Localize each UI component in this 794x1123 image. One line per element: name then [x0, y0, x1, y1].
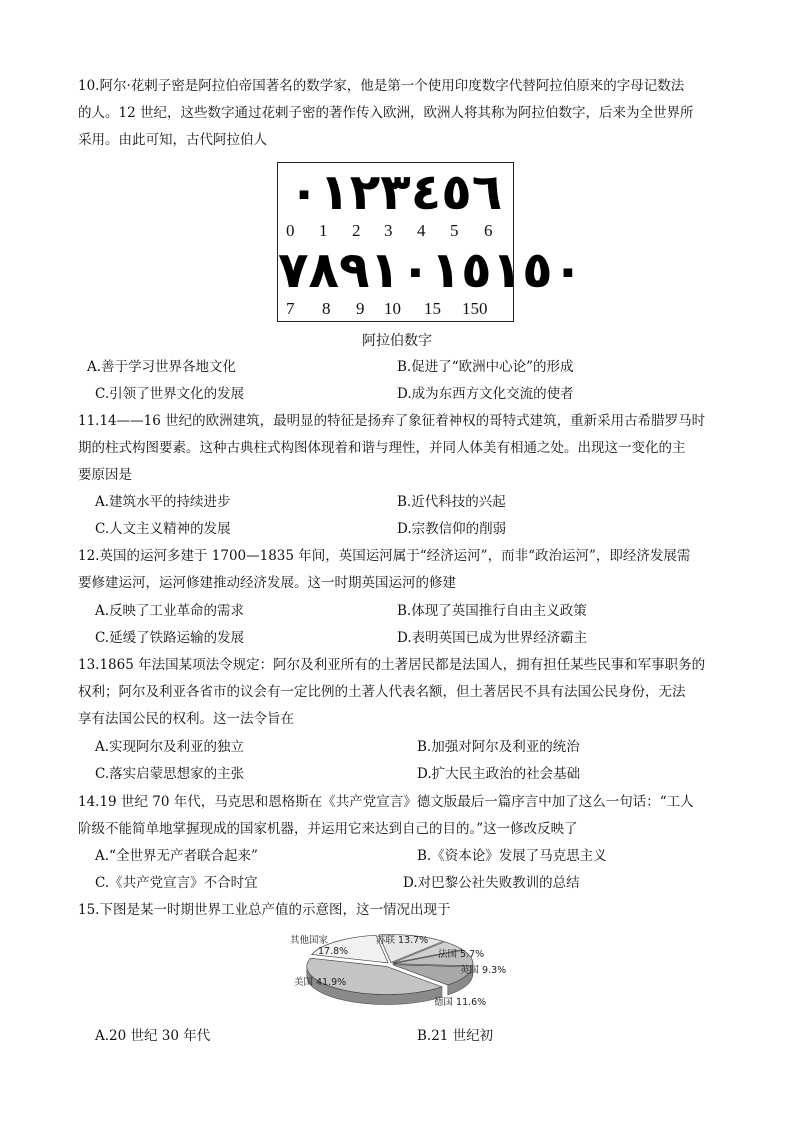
q10-option-d[interactable]: D.成为东西方文化交流的使者 [397, 386, 574, 402]
q10-option-b[interactable]: B.促进了“欧洲中心论”的形成 [397, 359, 574, 375]
q12-stem-line-2: 要修建运河，运河修建推动经济发展。这一时期英国运河的修建 [78, 575, 456, 591]
arabic-glyphs-row-1: ٠١٢٣٤٥٦ [288, 163, 503, 221]
arabic-numerals-figure [277, 162, 584, 322]
q15-option-b[interactable]: B.21 世纪初 [417, 1028, 494, 1044]
digit-label: 1 [319, 221, 328, 240]
digit-label: 0 [286, 221, 295, 240]
digit-label: 6 [484, 221, 493, 240]
q14-option-c[interactable]: C.《共产党宣言》不合时宜 [95, 875, 258, 891]
digit-label: 150 [462, 299, 488, 318]
q11-option-c[interactable]: C.人文主义精神的发展 [95, 521, 231, 537]
q15-option-a[interactable]: A.20 世纪 30 年代 [95, 1028, 211, 1044]
q14-stem-line-1: 14.19 世纪 70 年代，马克思和恩格斯在《共产党宣言》德文版最后一篇序言中加了这么一句话：“工人 [78, 794, 694, 810]
q12-option-b[interactable]: B.体现了英国推行自由主义政策 [397, 603, 587, 619]
q10-stem-line-3: 采用。由此可知，古代阿拉伯人 [78, 132, 267, 148]
pie-label-other-value: 17.8% [318, 946, 349, 957]
digit-label: 4 [417, 221, 426, 240]
q11-option-d[interactable]: D.宗教信仰的削弱 [397, 521, 507, 537]
q12-option-d[interactable]: D.表明英国已成为世界经济霸主 [397, 630, 588, 646]
q12-stem-line-1: 12.英国的运河多建于 1700—1835 年间，英国运河属于“经济运河”，而非“政治运河”，即经济发展需 [78, 548, 691, 564]
q10-option-a[interactable]: A.善于学习世界各地文化 [87, 359, 237, 375]
digit-label: 5 [450, 221, 459, 240]
q12-option-c[interactable]: C.延缓了铁路运输的发展 [95, 630, 245, 646]
q11-option-b[interactable]: B.近代科技的兴起 [397, 494, 506, 510]
pie-label-usa: 美国 41.9% [294, 977, 347, 988]
pie-label-germany: 德国 11.6% [434, 997, 487, 1008]
digit-label: 15 [424, 299, 441, 318]
digit-label: 9 [356, 299, 365, 318]
q13-option-b[interactable]: B.加强对阿尔及利亚的统治 [417, 739, 580, 755]
q13-option-d[interactable]: D.扩大民主政治的社会基础 [417, 766, 581, 782]
arabic-glyphs-row-2: ٧٨٩١٠١٥١٥٠ [278, 241, 584, 299]
q11-stem-line-3: 要原因是 [78, 467, 132, 483]
digit-label: 3 [384, 221, 393, 240]
digit-label: 10 [384, 299, 401, 318]
q11-option-a[interactable]: A.建筑水平的持续进步 [95, 494, 231, 510]
q13-stem-line-1: 13.1865 年法国某项法令规定：阿尔及利亚所有的土著居民都是法国人，拥有担任某些民事和军事职务的 [78, 657, 706, 673]
q10-stem-line-2: 的人。12 世纪，这些数字通过花剌子密的著作传入欧洲，欧洲人将其称为阿拉伯数字，后来为全世界所 [78, 105, 694, 121]
q14-option-d[interactable]: D.对巴黎公社失败教训的总结 [403, 875, 580, 891]
q11-stem-line-1: 11.14——16 世纪的欧洲建筑，最明显的特征是扬弃了象征着神权的哥特式建筑，重新采用古希腊罗马时 [78, 413, 706, 429]
pie-label-uk: 英国 9.3% [460, 965, 507, 976]
q13-option-c[interactable]: C.落实启蒙思想家的主张 [95, 766, 245, 782]
pie-label-ussr: 苏联 13.7% [376, 935, 429, 946]
pie-label-france: 法国 5.7% [438, 949, 485, 960]
industrial-output-pie-chart [280, 924, 510, 1016]
q14-option-b[interactable]: B.《资本论》发展了马克思主义 [417, 848, 607, 864]
q15-stem-line-1: 15.下图是某一时期世界工业总产值的示意图，这一情况出现于 [78, 902, 451, 918]
digit-label: 7 [286, 299, 295, 318]
q10-option-c[interactable]: C.引领了世界文化的发展 [95, 386, 245, 402]
q14-option-a[interactable]: A.“全世界无产者联合起来” [95, 848, 258, 864]
q11-stem-line-2: 期的柱式构图要素。这种古典柱式构图体现着和谐与理性，并同人体美有相通之处。出现这一变化的主 [78, 440, 686, 456]
q10-stem-line-1: 10.阿尔·花剌子密是阿拉伯帝国著名的数学家，他是第一个使用印度数字代替阿拉伯原来的字母记数法 [78, 78, 685, 94]
q14-stem-line-2: 阶级不能简单地掌握现成的国家机器，并运用它来达到自己的目的。”这一修改反映了 [78, 821, 578, 837]
q12-option-a[interactable]: A.反映了工业革命的需求 [95, 603, 245, 619]
digit-label: 8 [322, 299, 331, 318]
figure-caption: 阿拉伯数字 [362, 333, 432, 349]
pie-label-other-name: 其他国家 [290, 935, 329, 946]
digit-label: 2 [352, 221, 361, 240]
q13-option-a[interactable]: A.实现阿尔及利亚的独立 [95, 739, 245, 755]
q13-stem-line-2: 权利；阿尔及利亚各省市的议会有一定比例的土著人代表名额，但土著居民不具有法国公民身份，无法 [78, 684, 686, 700]
q13-stem-line-3: 享有法国公民的权利。这一法令旨在 [78, 711, 294, 727]
